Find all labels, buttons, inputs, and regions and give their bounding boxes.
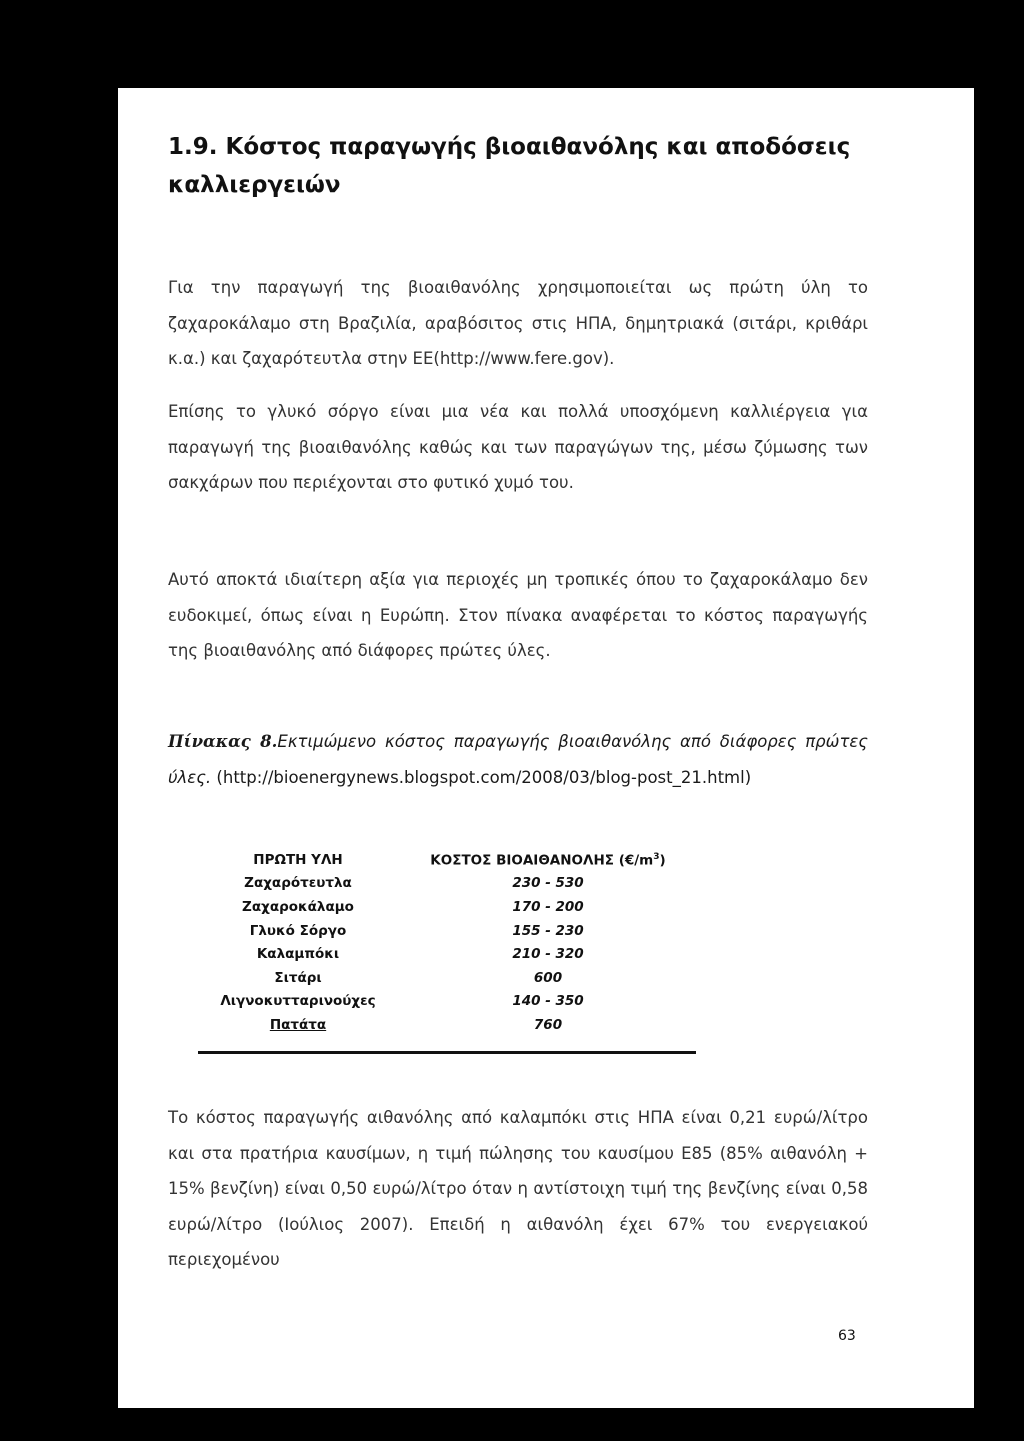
row-material: Πατάτα	[269, 1016, 327, 1033]
row-cost: 140 - 350	[512, 993, 584, 1010]
row-material: Ζαχαρότευτλα	[244, 875, 352, 892]
caption-source-link[interactable]: (http://bioenergynews.blogspot.com/2008/03/blog-post_21.html)	[216, 767, 752, 787]
table-row	[198, 919, 698, 943]
table-bottom-rule	[198, 1051, 696, 1054]
section-title: Κόστος παραγωγής βιοαιθανόλης και αποδόσεις καλλιεργειών	[168, 134, 851, 198]
header-cost-superscript: 3	[653, 851, 660, 862]
row-material: Σιτάρι	[274, 969, 322, 986]
section-heading	[168, 128, 888, 204]
caption-label: Πίνακας 8.	[168, 732, 278, 751]
row-material: Λιγνοκυτταρινούχες	[220, 993, 376, 1010]
table-header-row	[198, 848, 698, 872]
row-cost: 170 - 200	[512, 898, 584, 915]
row-material-cell	[198, 1017, 398, 1033]
caption-text: Εκτιμώμενο κόστος παραγωγής βιοαιθανόλης από διάφορες πρώτες ύλες.	[168, 732, 868, 787]
table-row	[198, 895, 698, 919]
row-cost: 155 - 230	[512, 922, 584, 939]
row-cost: 210 - 320	[512, 946, 584, 963]
table-row	[198, 942, 698, 966]
table-row	[198, 872, 698, 896]
paragraph-1: Για την παραγωγή της βιοαιθανόλης χρησιμοποιείται ως πρώτη ύλη το ζαχαροκάλαμο στη Βραζιλία, αραβόσιτος στις ΗΠΑ, δημητριακά (σιτάρι, κριθάρι κ.α.) και ζαχαρότευτλα στην ΕΕ(http://www.fere.gov).	[168, 278, 868, 368]
header-cost	[398, 852, 698, 869]
row-material: Ζαχαροκάλαμο	[242, 898, 354, 915]
row-material: Γλυκό Σόργο	[249, 922, 347, 939]
table-row	[198, 966, 698, 990]
section-number: 1.9.	[168, 134, 218, 160]
page-number: 63	[838, 1328, 856, 1344]
row-cost: 230 - 530	[512, 875, 584, 892]
table-row	[198, 990, 698, 1014]
table-row	[198, 1013, 698, 1037]
paragraph-2: Επίσης το γλυκό σόργο είναι μια νέα και πολλά υποσχόμενη καλλιέργεια για παραγωγή της βιοαιθανόλης καθώς και των παραγώγων της, μέσω ζύμωσης των σακχάρων που περιέχονται στο φυτικό χυμό του.	[168, 402, 868, 492]
closing-paragraph: Το κόστος παραγωγής αιθανόλης από καλαμπόκι στις ΗΠΑ είναι 0,21 ευρώ/λίτρο και στα πρατήρια καυσίμων, η τιμή πώλησης του καυσίμου Ε85 (85% αιθανόλη + 15% βενζίνη) είναι 0,50 ευρώ/λίτρο όταν η αντίστοιχη τιμή της βενζίνης είναι 0,58 ευρώ/λίτρο (Ιούλιος 2007). Επειδή η αιθανόλη έχει 67% του ενεργειακού περιεχομένου	[168, 1108, 868, 1269]
header-cost-text: ΚΟΣΤΟΣ ΒΙΟΑΙΘΑΝΟΛΗΣ (€/m	[430, 852, 654, 869]
row-cost: 760	[533, 1016, 563, 1033]
cost-table	[198, 848, 698, 1037]
row-material: Καλαμπόκι	[256, 946, 340, 963]
header-cost-end: )	[659, 852, 666, 869]
header-material: ΠΡΩΤΗ ΥΛΗ	[253, 851, 343, 868]
table-caption	[168, 724, 868, 795]
paragraph-3: Αυτό αποκτά ιδιαίτερη αξία για περιοχές μη τροπικές όπου το ζαχαροκάλαμο δεν ευδοκιμεί, όπως είναι η Ευρώπη. Στον πίνακα αναφέρεται το κόστος παραγωγής της βιοαιθανόλης από διάφορες πρώτες ύλες.	[168, 570, 868, 660]
row-cost: 600	[533, 969, 563, 986]
